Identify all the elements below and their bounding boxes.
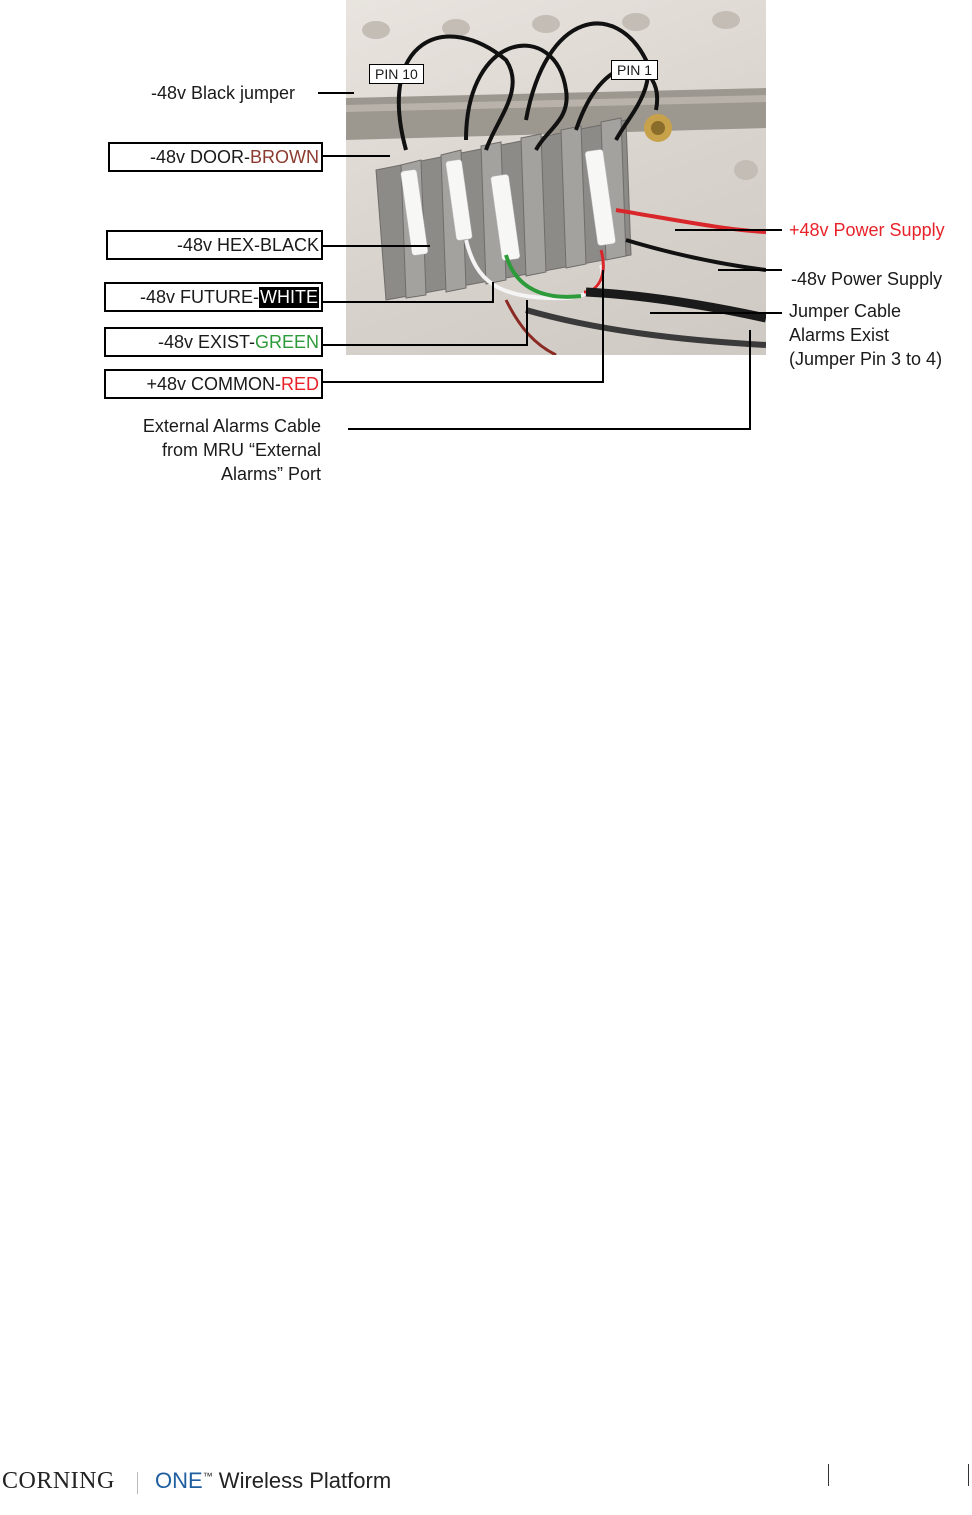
- future-prefix: -48v FUTURE-: [139, 286, 259, 307]
- corning-logo: CORNING: [2, 1468, 115, 1494]
- product-trademark: ™: [202, 1471, 213, 1483]
- neg-power-supply-label: -48v Power Supply: [791, 269, 943, 289]
- footer-tick-right: [968, 1464, 969, 1486]
- jumper-line-3: (Jumper Pin 3 to 4): [789, 349, 943, 369]
- external-line-1: External Alarms Cable: [142, 416, 321, 436]
- product-rest: Wireless Platform: [212, 1468, 392, 1493]
- door-color-word: BROWN: [250, 146, 319, 167]
- external-line-2: from MRU “External: [161, 440, 321, 460]
- page-footer: [0, 1462, 972, 1502]
- external-line-3: Alarms” Port: [220, 464, 321, 484]
- pin-1-label: PIN 1: [611, 60, 658, 80]
- black-jumper-label: -48v Black jumper: [151, 83, 296, 103]
- pin-10-label: PIN 10: [369, 64, 424, 84]
- exist-wire-label: [104, 327, 323, 357]
- exist-prefix: -48v EXIST-: [157, 331, 255, 352]
- hex-prefix: -48v HEX-BLACK: [176, 234, 319, 255]
- footer-tick-left: [828, 1464, 829, 1486]
- door-wire-label: [108, 142, 323, 172]
- external-alarms-cable-label: [100, 414, 321, 486]
- jumper-line-2: Alarms Exist: [789, 325, 890, 345]
- hex-wire-label: [106, 230, 323, 260]
- wiring-figure: [0, 0, 972, 500]
- future-wire-label: [104, 282, 323, 312]
- jumper-line-1: Jumper Cable: [789, 301, 902, 321]
- common-color-word: RED: [280, 373, 319, 394]
- exist-color-word: GREEN: [254, 331, 319, 352]
- product-name: [155, 1468, 391, 1494]
- footer-divider: [137, 1472, 138, 1494]
- common-prefix: +48v COMMON-: [146, 373, 281, 394]
- common-wire-label: [104, 369, 323, 399]
- door-prefix: -48v DOOR-: [149, 146, 250, 167]
- future-color-word: WHITE: [260, 286, 318, 307]
- pos-power-supply-label: +48v Power Supply: [789, 220, 945, 240]
- product-one: ONE: [155, 1468, 203, 1493]
- jumper-cable-label: [789, 299, 942, 371]
